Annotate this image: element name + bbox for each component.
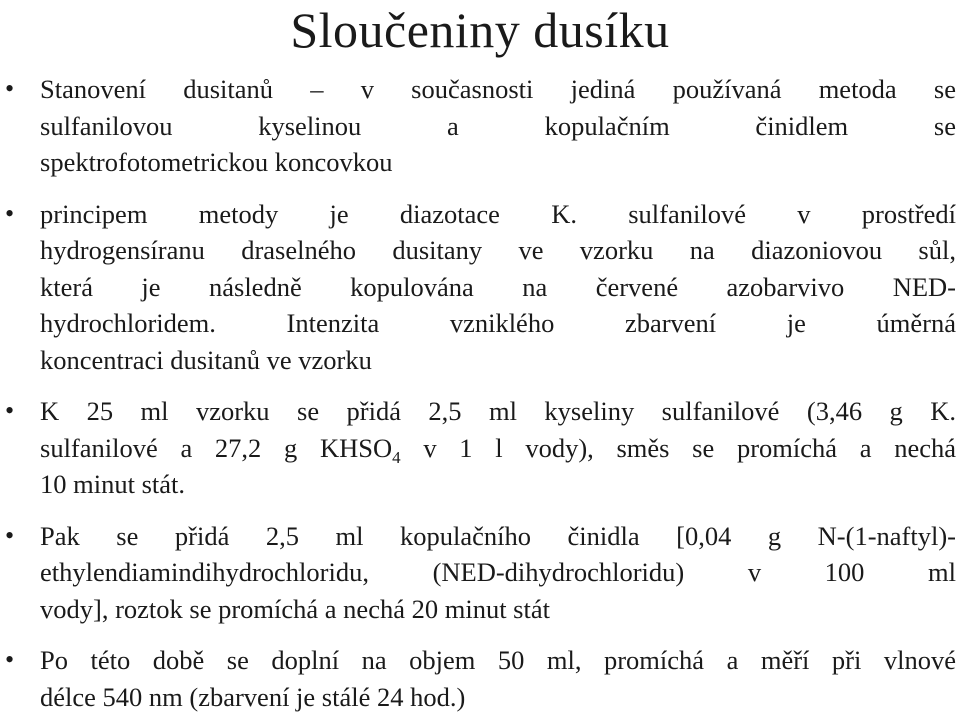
- bullet-item-principle: [0, 196, 960, 379]
- bullet-line: principem metody je diazotace K. sulfanilové v prostředí: [40, 196, 956, 233]
- bullet-line: Pak se přidá 2,5 ml kopulačního činidla [0,04 g N-(1-naftyl)-: [40, 518, 956, 555]
- bullet-dot-icon: •: [5, 518, 14, 554]
- bullet-dot-icon: •: [5, 196, 14, 232]
- bullet-text: [40, 71, 956, 181]
- slide-title: Sloučeniny dusíku: [0, 2, 960, 58]
- bullet-line: Stanovení dusitanů – v současnosti jediná používaná metoda se: [40, 71, 956, 108]
- bullet-text: [40, 518, 956, 628]
- bullet-text: [40, 393, 956, 503]
- bullet-text: [40, 642, 956, 715]
- bullet-item-reagent: [0, 518, 960, 628]
- formula-subscript: 4: [392, 448, 401, 467]
- formula-text-after: v 1 l vody), směs se promíchá a nechá: [401, 433, 956, 463]
- bullet-line: hydrogensíranu draselného dusitany ve vzorku na diazoniovou sůl,: [40, 232, 956, 269]
- bullet-line: délce 540 nm (zbarvení je stálé 24 hod.): [40, 679, 956, 715]
- bullet-item-sample-prep: [0, 393, 960, 503]
- bullet-item-measurement: [0, 642, 960, 715]
- bullet-dot-icon: •: [5, 642, 14, 678]
- bullet-line: ethylendiamindihydrochloridu, (NED-dihydrochloridu) v 100 ml: [40, 554, 956, 591]
- bullet-list: [0, 71, 960, 715]
- bullet-line: spektrofotometrickou koncovkou: [40, 144, 956, 181]
- bullet-line: koncentraci dusitanů ve vzorku: [40, 342, 956, 379]
- bullet-line: K 25 ml vzorku se přidá 2,5 ml kyseliny sulfanilové (3,46 g K.: [40, 393, 956, 430]
- bullet-line: sulfanilovou kyselinou a kopulačním činidlem se: [40, 108, 956, 145]
- bullet-dot-icon: •: [5, 393, 14, 429]
- bullet-item-method: [0, 71, 960, 181]
- formula-text-before: sulfanilové a 27,2 g KHSO: [40, 433, 392, 463]
- bullet-line: hydrochloridem. Intenzita vzniklého zbarvení je úměrná: [40, 305, 956, 342]
- bullet-line: 10 minut stát.: [40, 466, 956, 503]
- bullet-dot-icon: •: [5, 71, 14, 107]
- bullet-line: vody], roztok se promíchá a nechá 20 minut stát: [40, 591, 956, 628]
- bullet-line: která je následně kopulována na červené azobarvivo NED-: [40, 269, 956, 306]
- bullet-line: Po této době se doplní na objem 50 ml, promíchá a měří při vlnové: [40, 642, 956, 679]
- bullet-text: [40, 196, 956, 379]
- bullet-line-with-formula: [40, 430, 956, 467]
